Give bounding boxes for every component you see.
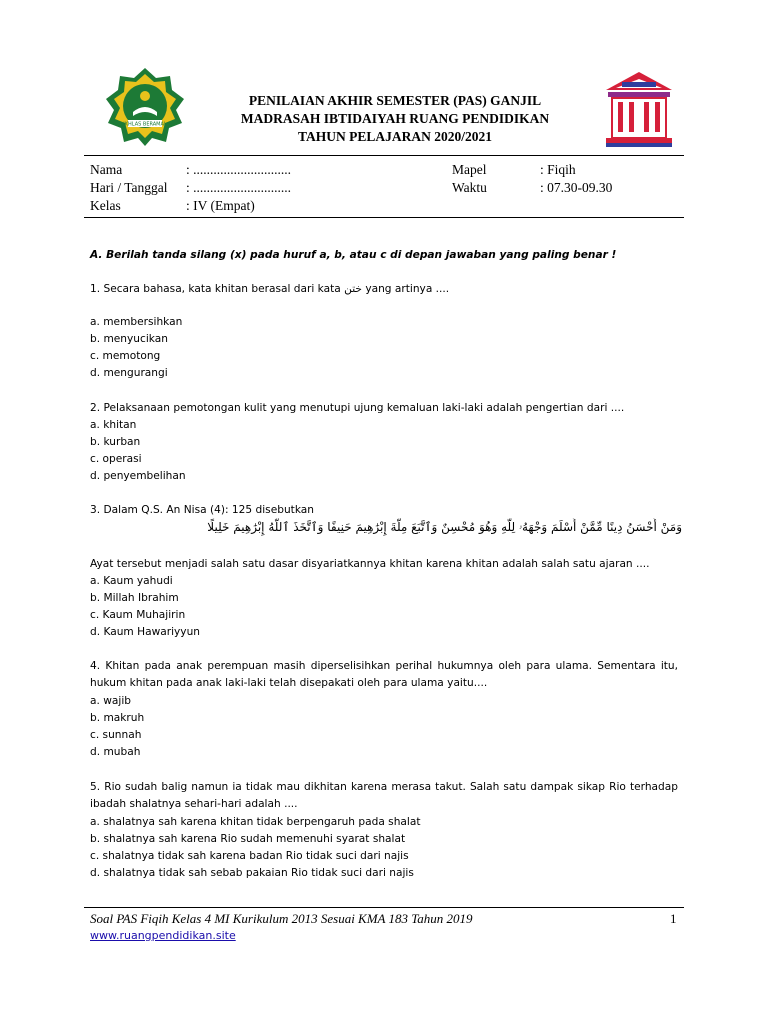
kelas-value: : IV (Empat) bbox=[186, 198, 255, 213]
question-1: 1. Secara bahasa, kata khitan berasal dari kata ختن yang artinya .... bbox=[90, 283, 450, 295]
kemenag-logo bbox=[104, 66, 186, 148]
footer-text: Soal PAS Fiqih Kelas 4 MI Kurikulum 2013 Sesuai KMA 183 Tahun 2019 bbox=[90, 911, 473, 926]
q3-option-b: b. Millah Ibrahim bbox=[90, 592, 179, 604]
kelas-label: Kelas bbox=[90, 198, 121, 213]
waktu-value: : 07.30-09.30 bbox=[540, 180, 613, 195]
q2-option-c: c. operasi bbox=[90, 453, 142, 465]
footer-website-link[interactable]: www.ruangpendidikan.site bbox=[90, 929, 236, 942]
q5-option-d: d. shalatnya tidak sah sebab pakaian Rio tidak suci dari najis bbox=[90, 867, 414, 879]
q2-option-d: d. penyembelihan bbox=[90, 470, 186, 482]
q5-option-a: a. shalatnya sah karena khitan tidak berpengaruh pada shalat bbox=[90, 816, 421, 828]
header-divider bbox=[84, 155, 684, 156]
q3-option-d: d. Kaum Hawariyyun bbox=[90, 626, 200, 638]
q3-option-c: c. Kaum Muhajirin bbox=[90, 609, 186, 621]
question-2: 2. Pelaksanaan pemotongan kulit yang menutupi ujung kemaluan laki-laki adalah pengertian dari .... bbox=[90, 402, 625, 414]
nama-label: Nama bbox=[90, 162, 123, 177]
mapel-value: : Fiqih bbox=[540, 162, 576, 177]
question-3-continuation: Ayat tersebut menjadi salah satu dasar disyariatkannya khitan karena khitan adalah salah satu ajaran .... bbox=[90, 558, 650, 570]
q2-option-b: b. kurban bbox=[90, 436, 141, 448]
q1-option-d: d. mengurangi bbox=[90, 367, 168, 379]
q4-option-c: c. sunnah bbox=[90, 729, 142, 741]
q4-option-a: a. wajib bbox=[90, 695, 131, 707]
quran-verse: وَمَنْ أَحْسَنُ دِينًا مِّمَّنْ أَسْلَمَ وَجْهَهُۥ لِلَّهِ وَهُوَ مُحْسِنٌ وَٱتَّبَعَ مِلَّةَ إِبْرَٰهِيمَ حَنِيفًا وَٱتَّخَذَ ٱللَّهُ إِبْرَٰهِيمَ خَلِيلًا bbox=[207, 520, 682, 534]
page-number: 1 bbox=[670, 911, 677, 926]
header-line-1: PENILAIAN AKHIR SEMESTER (PAS) GANJIL bbox=[248, 93, 542, 108]
q1-option-a: a. membersihkan bbox=[90, 316, 183, 328]
nama-value: : ............................. bbox=[186, 162, 292, 177]
svg-text:IKHLAS BERAMAL: IKHLAS BERAMAL bbox=[123, 121, 167, 128]
q4-option-d: d. mubah bbox=[90, 746, 141, 758]
question-5: 5. Rio sudah balig namun ia tidak mau dikhitan karena merasa takut. Salah satu dampak sikap Rio terhadap ibadah shalatnya sehari-hari adalah .... bbox=[90, 781, 678, 810]
hari-label: Hari / Tanggal bbox=[90, 180, 168, 195]
q5-option-c: c. shalatnya tidak sah karena badan Rio tidak suci dari najis bbox=[90, 850, 409, 862]
mapel-label: Mapel bbox=[452, 162, 487, 177]
q2-option-a: a. khitan bbox=[90, 419, 137, 431]
header-line-3: TAHUN PELAJARAN 2020/2021 bbox=[297, 129, 492, 144]
school-logo bbox=[602, 68, 676, 148]
q1-option-b: b. menyucikan bbox=[90, 333, 168, 345]
q4-option-b: b. makruh bbox=[90, 712, 145, 724]
header-line-2: MADRASAH IBTIDAIYAH RUANG PENDIDIKAN bbox=[240, 111, 550, 126]
identity-divider bbox=[84, 217, 684, 218]
waktu-label: Waktu bbox=[452, 180, 487, 195]
instruction: A. Berilah tanda silang (x) pada huruf a, b, atau c di depan jawaban yang paling benar ! bbox=[90, 249, 617, 261]
footer-divider bbox=[84, 907, 684, 908]
q3-option-a: a. Kaum yahudi bbox=[90, 575, 173, 587]
q1-option-c: c. memotong bbox=[90, 350, 161, 362]
q5-option-b: b. shalatnya sah karena Rio sudah memenuhi syarat shalat bbox=[90, 833, 406, 845]
exam-header bbox=[200, 92, 590, 146]
hari-value: : ............................. bbox=[186, 180, 292, 195]
question-4: 4. Khitan pada anak perempuan masih diperselisihkan perihal hukumnya oleh para ulama. Sementara itu, hukum khitan pada anak laki-laki telah disepakati oleh para ulama yaitu.... bbox=[90, 660, 678, 689]
question-3: 3. Dalam Q.S. An Nisa (4): 125 disebutkan bbox=[90, 504, 314, 516]
